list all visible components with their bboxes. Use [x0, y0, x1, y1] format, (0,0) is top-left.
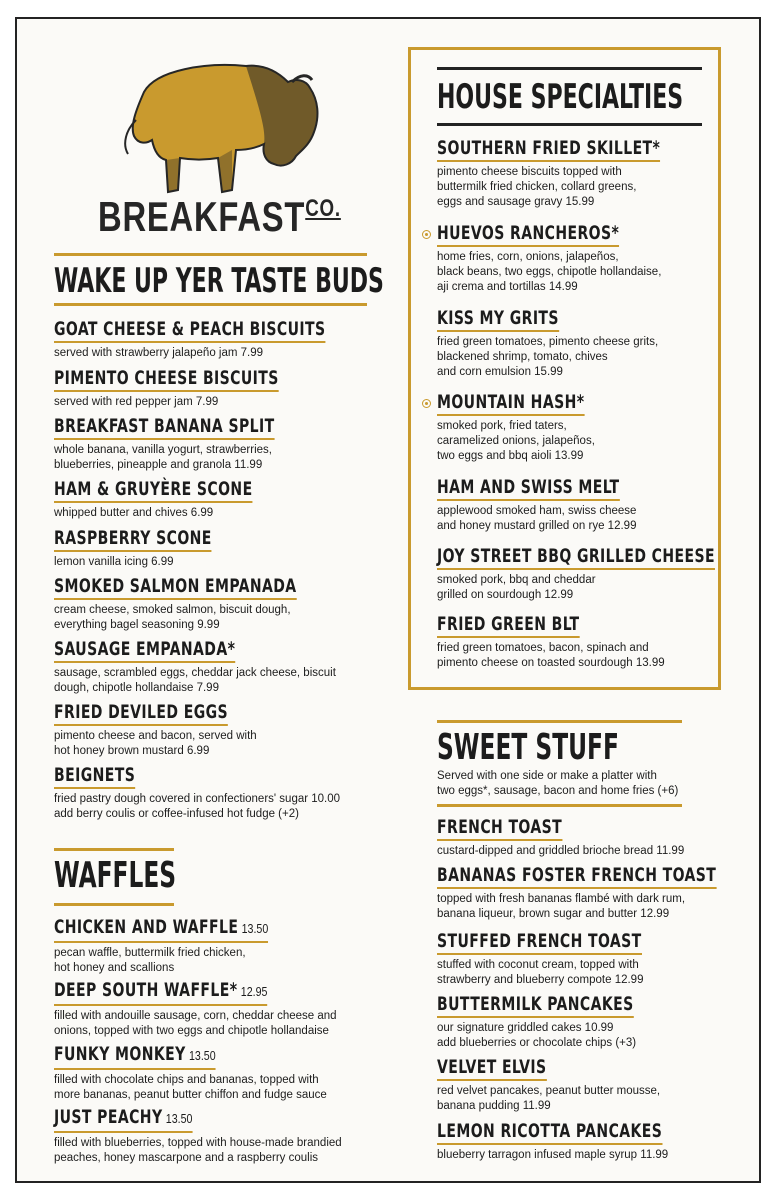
menu-item-name: [54, 415, 275, 440]
menu-item-description: red velvet pancakes, peanut butter mousse, banana pudding 11.99: [437, 1085, 661, 1112]
menu-item-description: blueberry tarragon infused maple syrup 11.99: [437, 1149, 669, 1161]
menu-item-mountain-hash: [437, 391, 617, 464]
menu-item-buttermilk-pancakes: [437, 993, 677, 1051]
menu-item-title: HUEVOS RANCHEROS*: [437, 222, 620, 244]
menu-item-title: RASPBERRY SCONE: [54, 527, 212, 549]
menu-item-huevos-rancheros: [437, 222, 661, 295]
menu-item-description: served with red pepper jam 7.99: [54, 396, 219, 408]
menu-item-description: filled with chocolate chips and bananas, topped with more bananas, peanut butter chiffon and fudge sauce: [54, 1074, 327, 1101]
house-rule-bottom: [437, 123, 702, 126]
menu-item-title: KISS MY GRITS: [437, 307, 559, 329]
menu-item-title: BANANAS FOSTER FRENCH TOAST: [437, 864, 717, 886]
menu-item-raspberry-scone: [54, 527, 246, 570]
menu-item-description: pimento cheese biscuits topped with buttermilk fried chicken, collard greens, eggs and sausage gravy 15.99: [437, 166, 637, 208]
menu-item-title: BREAKFAST BANANA SPLIT: [54, 415, 275, 437]
menu-item-name: [437, 816, 562, 841]
menu-item-title: SOUTHERN FRIED SKILLET*: [437, 137, 661, 159]
menu-item-title: HAM & GRUYÈRE SCONE: [54, 478, 253, 500]
menu-item-joy-street-bbq-grilled-cheese: [437, 545, 776, 603]
menu-item-goat-cheese-peach-biscuits: [54, 318, 385, 361]
sweet-rule-bottom: [437, 804, 682, 807]
menu-item-name: [54, 916, 268, 943]
menu-item-description: sausage, scrambled eggs, cheddar jack cheese, biscuit dough, chipotle hollandaise 7.99: [54, 667, 336, 694]
favorite-icon: [422, 399, 431, 408]
menu-item-description: home fries, corn, onions, jalapeños, black beans, two eggs, chipotle hollandaise, aji crema and tortillas 14.99: [437, 251, 662, 293]
menu-item-lemon-ricotta-pancakes: [437, 1120, 712, 1163]
menu-item-ham-and-swiss-melt: [437, 476, 660, 534]
menu-item-name: [437, 864, 716, 889]
menu-item-name: [437, 137, 660, 162]
menu-item-name: [437, 391, 584, 416]
menu-item-title: BUTTERMILK PANCAKES: [437, 993, 634, 1015]
menu-item-title: SMOKED SALMON EMPANADA: [54, 575, 297, 597]
menu-item-name: [437, 476, 619, 501]
menu-item-description: topped with fresh bananas flambé with dark rum, banana liqueur, brown sugar and butter 12.99: [437, 893, 686, 920]
brand-wordmark: [98, 193, 341, 241]
waffles-rule-top: [54, 848, 174, 851]
menu-item-name: [54, 527, 212, 552]
menu-item-description: smoked pork, bbq and cheddar grilled on sourdough 12.99: [437, 574, 596, 601]
menu-item-name: [437, 993, 634, 1018]
menu-item-description: whole banana, vanilla yogurt, strawberries, blueberries, pineapple and granola 11.99: [54, 444, 272, 471]
menu-item-chicken-and-waffle: [54, 916, 315, 976]
menu-item-ham-gruy-re-scone: [54, 478, 296, 521]
menu-item-name: [437, 1056, 547, 1081]
menu-item-title: JOY STREET BBQ GRILLED CHEESE: [437, 545, 715, 567]
menu-item-deep-south-waffle: [54, 979, 337, 1039]
menu-item-description: smoked pork, fried taters, caramelized onions, jalapeños, two eggs and bbq aioli 13.99: [437, 420, 595, 462]
menu-item-name: [437, 222, 619, 247]
brand-name: BREAKFAST: [98, 193, 306, 240]
menu-item-title: FRENCH TOAST: [437, 816, 563, 838]
menu-item-name: [437, 930, 642, 955]
menu-item-description: whipped butter and chives 6.99: [54, 507, 214, 519]
menu-item-name: [54, 638, 235, 663]
menu-item-title: BEIGNETS: [54, 764, 136, 786]
menu-item-description: filled with andouille sausage, corn, cheddar cheese and onions, topped with two eggs and chipotle hollandaise: [54, 1010, 337, 1037]
menu-item-fried-deviled-eggs: [54, 701, 266, 759]
wake-up-title: WAKE UP YER TASTE BUDS: [54, 261, 384, 301]
menu-item-title: VELVET ELVIS: [437, 1056, 547, 1078]
menu-item-description: served with strawberry jalapeño jam 7.99: [54, 347, 264, 359]
menu-item-name: [54, 478, 253, 503]
menu-item-price: 13.50: [241, 921, 269, 936]
menu-item-name: [54, 1043, 216, 1070]
menu-item-beignets: [54, 764, 340, 822]
menu-item-title: GOAT CHEESE & PEACH BISCUITS: [54, 318, 326, 340]
menu-item-name: [54, 979, 267, 1006]
menu-item-southern-fried-skillet: [437, 137, 709, 210]
menu-item-description: pimento cheese and bacon, served with hot honey brown mustard 6.99: [54, 730, 257, 757]
menu-item-name: [437, 613, 579, 638]
house-rule-top: [437, 67, 702, 70]
menu-item-price: 13.50: [188, 1048, 216, 1063]
menu-item-description: filled with blueberries, topped with house-made brandied peaches, honey mascarpone and a raspberry coulis: [54, 1137, 342, 1164]
menu-item-title: FUNKY MONKEY: [54, 1043, 186, 1065]
waffles-rule-bottom: [54, 903, 174, 906]
waffles-title: WAFFLES: [54, 855, 177, 896]
house-title: HOUSE SPECIALTIES: [437, 77, 684, 117]
sweet-rule-top: [437, 720, 682, 723]
menu-item-description: applewood smoked ham, swiss cheese and honey mustard grilled on rye 12.99: [437, 505, 637, 532]
menu-item-stuffed-french-toast: [437, 930, 687, 988]
menu-item-name: [54, 701, 228, 726]
menu-item-description: stuffed with coconut cream, topped with strawberry and blueberry compote 12.99: [437, 959, 644, 986]
menu-item-name: [437, 545, 715, 570]
menu-item-name: [54, 575, 297, 600]
menu-item-description: lemon vanilla icing 6.99: [54, 556, 174, 568]
menu-item-description: custard-dipped and griddled brioche bread 11.99: [437, 845, 685, 857]
menu-item-funky-monkey: [54, 1043, 327, 1103]
menu-item-sausage-empanada: [54, 638, 336, 696]
menu-item-title: FRIED GREEN BLT: [437, 613, 580, 635]
menu-item-fried-green-blt: [437, 613, 665, 671]
menu-item-title: CHICKEN AND WAFFLE: [54, 916, 239, 938]
menu-item-breakfast-banana-split: [54, 415, 323, 473]
menu-item-pimento-cheese-biscuits: [54, 367, 328, 410]
menu-item-title: DEEP SOUTH WAFFLE*: [54, 979, 238, 1001]
menu-item-name: [437, 1120, 662, 1145]
menu-item-name: [54, 764, 135, 789]
menu-item-title: LEMON RICOTTA PANCAKES: [437, 1120, 663, 1142]
menu-item-name: [54, 318, 325, 343]
menu-item-kiss-my-grits: [437, 307, 658, 380]
menu-item-title: SAUSAGE EMPANADA*: [54, 638, 236, 660]
brand-suffix: CO.: [305, 195, 341, 222]
menu-item-title: PIMENTO CHEESE BISCUITS: [54, 367, 279, 389]
menu-item-description: our signature griddled cakes 10.99 add blueberries or chocolate chips (+3): [437, 1022, 637, 1049]
menu-item-name: [437, 307, 559, 332]
menu-item-name: [54, 367, 279, 392]
menu-item-price: 12.95: [240, 984, 268, 999]
menu-item-title: STUFFED FRENCH TOAST: [437, 930, 642, 952]
menu-item-description: pecan waffle, buttermilk fried chicken, hot honey and scallions: [54, 947, 246, 974]
menu-item-just-peachy: [54, 1106, 342, 1166]
menu-item-description: fried green tomatoes, bacon, spinach and pimento cheese on toasted sourdough 13.99: [437, 642, 665, 669]
menu-item-description: fried pastry dough covered in confectioners' sugar 10.00 add berry coulis or coffee-infused hot fudge (+2): [54, 793, 341, 820]
sweet-subtitle: Served with one side or make a platter with two eggs*, sausage, bacon and home fries (+6): [437, 770, 679, 797]
favorite-icon: [422, 230, 431, 239]
menu-item-description: fried green tomatoes, pimento cheese grits, blackened shrimp, tomato, chives and corn emulsion 15.99: [437, 336, 659, 378]
menu-item-bananas-foster-french-toast: [437, 864, 776, 922]
sweet-title: SWEET STUFF: [437, 727, 619, 768]
menu-item-title: MOUNTAIN HASH*: [437, 391, 585, 413]
menu-item-smoked-salmon-empanada: [54, 575, 350, 633]
menu-item-velvet-elvis: [437, 1056, 660, 1114]
menu-item-title: HAM AND SWISS MELT: [437, 476, 620, 498]
menu-item-title: JUST PEACHY: [54, 1106, 163, 1128]
wake-up-rule-top: [54, 253, 367, 256]
menu-item-title: FRIED DEVILED EGGS: [54, 701, 229, 723]
menu-item-name: [54, 1106, 192, 1133]
menu-item-french-toast: [437, 816, 684, 859]
wake-up-rule-bottom: [54, 303, 367, 306]
menu-item-price: 13.50: [165, 1111, 193, 1126]
menu-item-description: cream cheese, smoked salmon, biscuit dough, everything bagel seasoning 9.99: [54, 604, 291, 631]
